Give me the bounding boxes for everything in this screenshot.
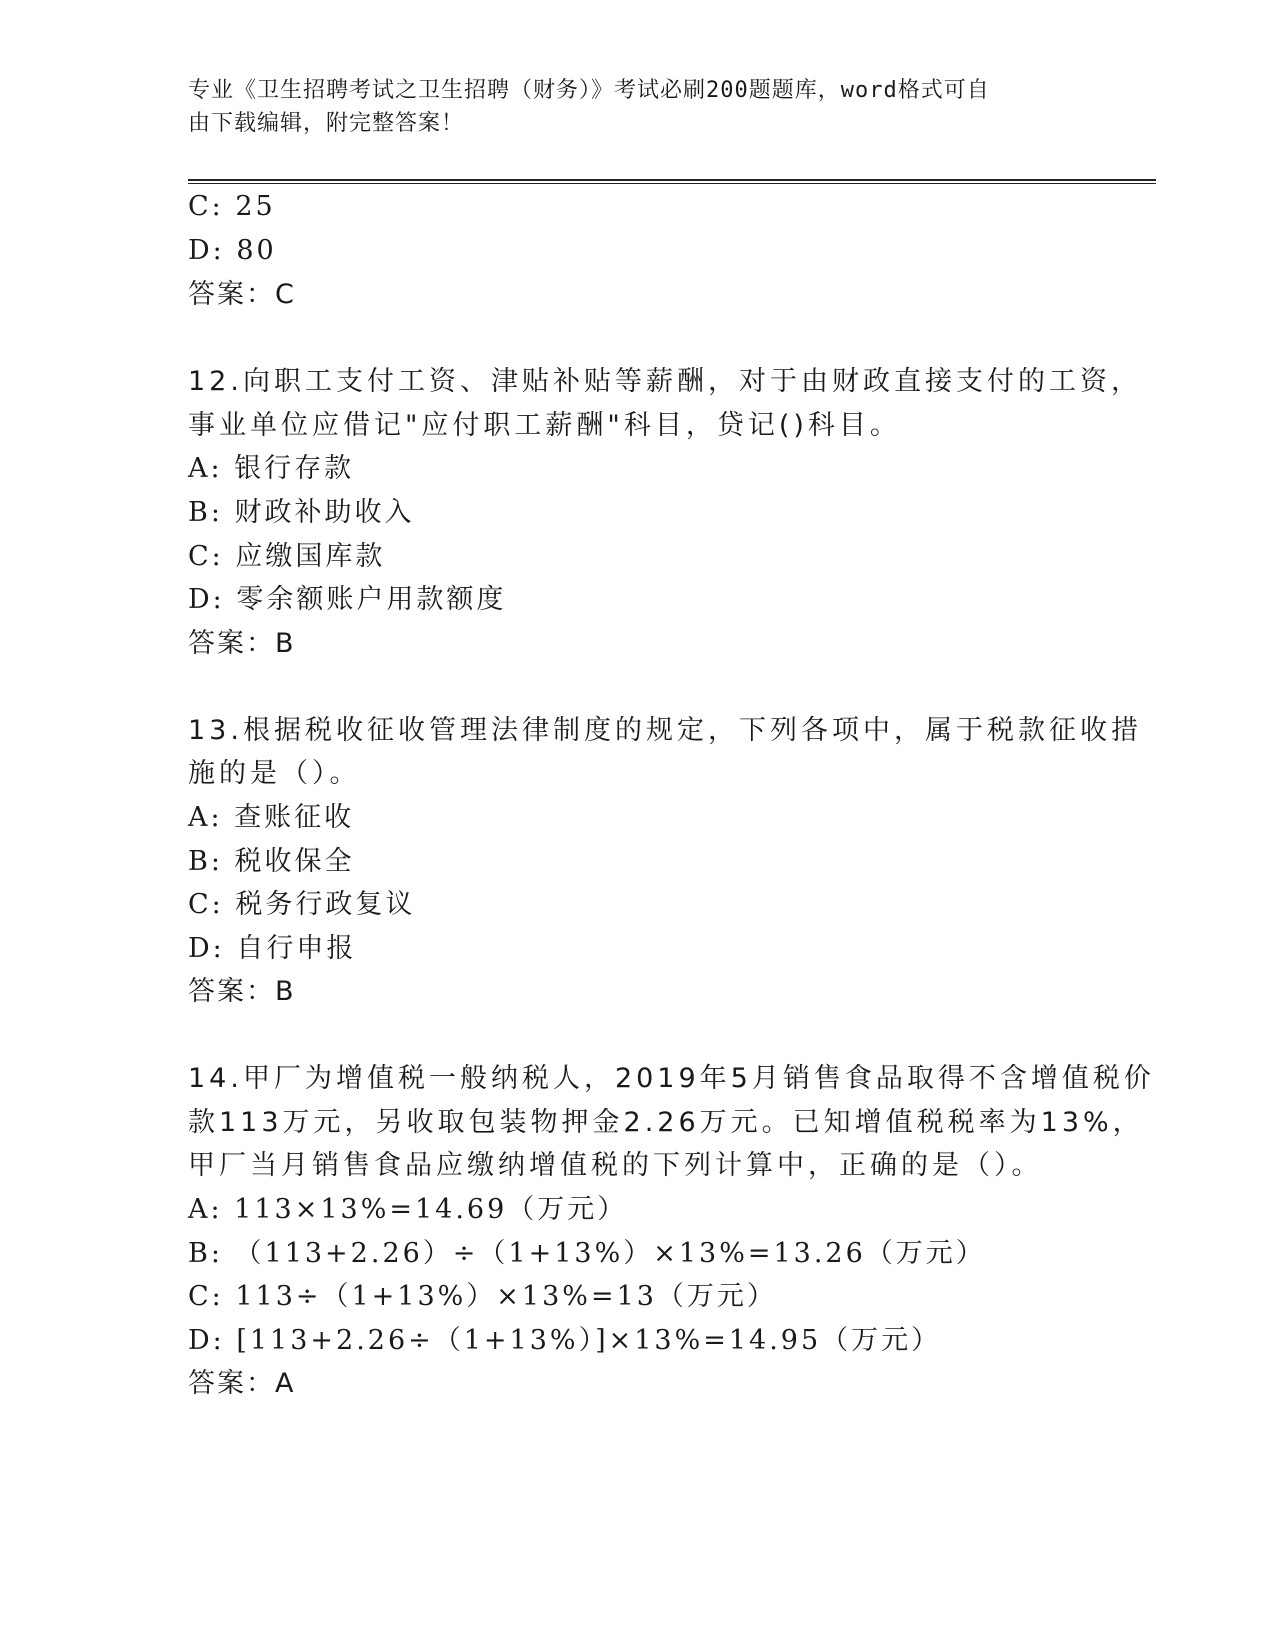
q13-stem-line-1: 13.根据税收征收管理法律制度的规定，下列各项中，属于税款征收措 bbox=[188, 715, 1142, 746]
q12-stem-line-1: 12.向职工支付工资、津贴补贴等薪酬，对于由财政直接支付的工资， bbox=[188, 366, 1142, 397]
q12-option-a: A: 银行存款 bbox=[188, 453, 355, 484]
prev-answer: 答案：C bbox=[188, 279, 296, 310]
q12-answer: 答案：B bbox=[188, 628, 296, 659]
q13-stem-line-2: 施的是（）。 bbox=[188, 758, 361, 789]
document-header bbox=[188, 74, 1068, 140]
q14-option-b: B: （113+2.26）÷（1+13%）×13%=13.26（万元） bbox=[188, 1238, 986, 1269]
q12-option-c: C: 应缴国库款 bbox=[188, 541, 386, 572]
q12-option-d: D: 零余额账户用款额度 bbox=[188, 584, 507, 615]
q13-option-c: C: 税务行政复议 bbox=[188, 889, 416, 920]
q12-option-b: B: 财政补助收入 bbox=[188, 497, 415, 528]
q13-answer: 答案：B bbox=[188, 976, 296, 1007]
header-rule-thick bbox=[188, 179, 1156, 181]
q14-option-a: A: 113×13%=14.69（万元） bbox=[188, 1194, 628, 1225]
header-line-1: 专业《卫生招聘考试之卫生招聘（财务）》考试必刷200题题库，word格式可自 bbox=[188, 78, 990, 103]
prev-option-d: D: 80 bbox=[188, 235, 277, 266]
q14-answer: 答案：A bbox=[188, 1368, 296, 1399]
q13-option-a: A: 查账征收 bbox=[188, 802, 355, 833]
q14-stem-line-1: 14.甲厂为增值税一般纳税人，2019年5月销售食品取得不含增值税价 bbox=[188, 1063, 1155, 1094]
q13-option-b: B: 税收保全 bbox=[188, 846, 355, 877]
q14-stem-line-2: 款113万元，另收取包装物押金2.26万元。已知增值税税率为13%， bbox=[188, 1107, 1144, 1138]
q12-stem-line-2: 事业单位应借记"应付职工薪酬"科目，贷记()科目。 bbox=[188, 410, 901, 441]
header-line-2: 由下载编辑，附完整答案！ bbox=[188, 111, 465, 136]
q13-option-d: D: 自行申报 bbox=[188, 933, 357, 964]
q14-option-d: D: [113+2.26÷（1+13%）]×13%=14.95（万元） bbox=[188, 1325, 942, 1356]
q14-stem-line-3: 甲厂当月销售食品应缴纳增值税的下列计算中，正确的是（）。 bbox=[188, 1150, 1043, 1181]
header-rule-thin bbox=[188, 183, 1156, 184]
prev-option-c: C: 25 bbox=[188, 191, 276, 222]
q14-option-c: C: 113÷（1+13%）×13%=13（万元） bbox=[188, 1281, 777, 1312]
